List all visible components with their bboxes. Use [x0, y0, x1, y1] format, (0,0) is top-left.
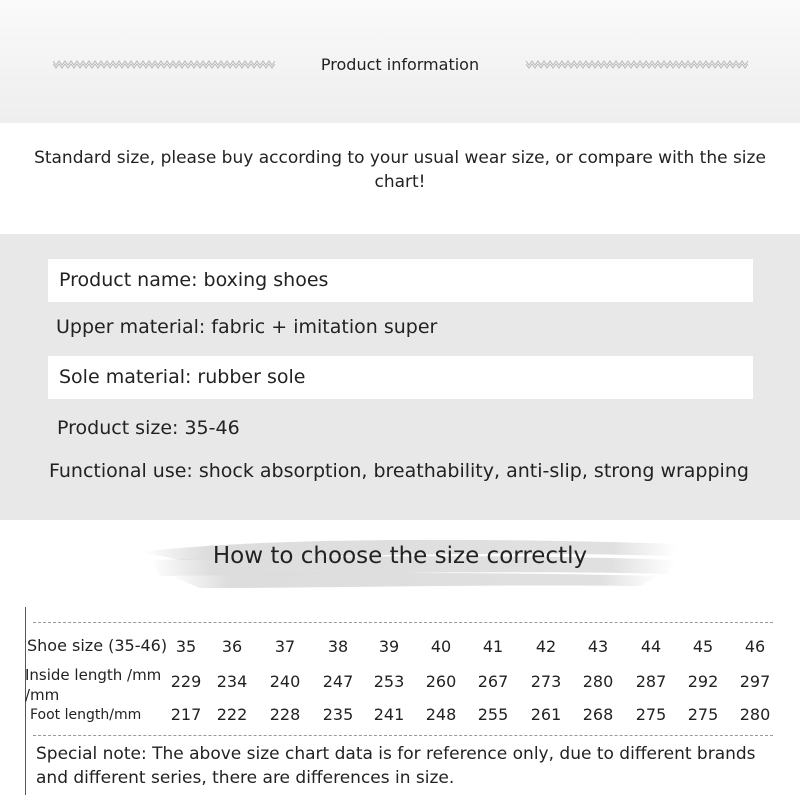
foot-length-cell: 275	[687, 705, 719, 724]
inside-length-cell: 234	[216, 672, 248, 691]
shoe-size-cell: 41	[482, 637, 504, 656]
shoe-size-cell: 36	[221, 637, 243, 656]
shoe-size-cell: 38	[327, 637, 349, 656]
intro-text: Standard size, please buy according to your usual wear size, or compare with the size chart!	[34, 148, 766, 192]
page-title: Product information	[320, 55, 480, 74]
shoe-size-cell: 46	[744, 637, 766, 656]
inside-length-cell: 253	[373, 672, 405, 691]
shoe-size-label: Shoe size (35-46)	[27, 636, 168, 655]
inside-length-cell: 297	[739, 672, 771, 691]
inside-length-cell: 260	[425, 672, 457, 691]
foot-length-cell: 222	[216, 705, 248, 724]
shoe-size-cell: 39	[378, 637, 400, 656]
foot-length-cell: 228	[269, 705, 301, 724]
foot-length-cell: 280	[739, 705, 771, 724]
foot-length-cell: 268	[582, 705, 614, 724]
info-functional-use: Functional use: shock absorption, breathability, anti-slip, strong wrapping	[49, 460, 749, 482]
shoe-size-cell: 44	[640, 637, 662, 656]
foot-length-cell: 248	[425, 705, 457, 724]
dashed-divider	[33, 735, 773, 736]
inside-length-cell: 273	[530, 672, 562, 691]
shoe-size-cell: 35	[175, 637, 197, 656]
foot-length-cell: 235	[322, 705, 354, 724]
inside-length-cell: 247	[322, 672, 354, 691]
foot-length-cell: 275	[635, 705, 667, 724]
shoe-size-cell: 45	[692, 637, 714, 656]
foot-length-cell: 261	[530, 705, 562, 724]
info-product-size: Product size: 35-46	[57, 417, 240, 439]
inside-length-cell: 267	[477, 672, 509, 691]
foot-length-cell: 217	[170, 705, 202, 724]
inside-length-cell: 292	[687, 672, 719, 691]
inside-length-cell: 280	[582, 672, 614, 691]
shoe-size-cell: 40	[430, 637, 452, 656]
info-upper-material: Upper material: fabric + imitation super	[56, 316, 438, 338]
dashed-divider	[33, 622, 773, 623]
special-note: Special note: The above size chart data is for reference only, due to different brands and different series, there are differences in size.	[36, 744, 756, 788]
shoe-size-cell: 37	[274, 637, 296, 656]
foot-length-label: Foot length/mm	[30, 707, 142, 723]
inside-length-cell: 287	[635, 672, 667, 691]
shoe-size-cell: 42	[535, 637, 557, 656]
inside-length-cell: 240	[269, 672, 301, 691]
inside-length-label-unit: /mm	[25, 686, 60, 704]
size-section-title: How to choose the size correctly	[212, 543, 588, 569]
info-product-name: Product name: boxing shoes	[48, 259, 753, 302]
inside-length-label: Inside length /mm	[25, 666, 162, 684]
foot-length-cell: 255	[477, 705, 509, 724]
shoe-size-cell: 43	[587, 637, 609, 656]
info-sole-material: Sole material: rubber sole	[48, 356, 753, 399]
inside-length-cell: 229	[170, 672, 202, 691]
foot-length-cell: 241	[373, 705, 405, 724]
